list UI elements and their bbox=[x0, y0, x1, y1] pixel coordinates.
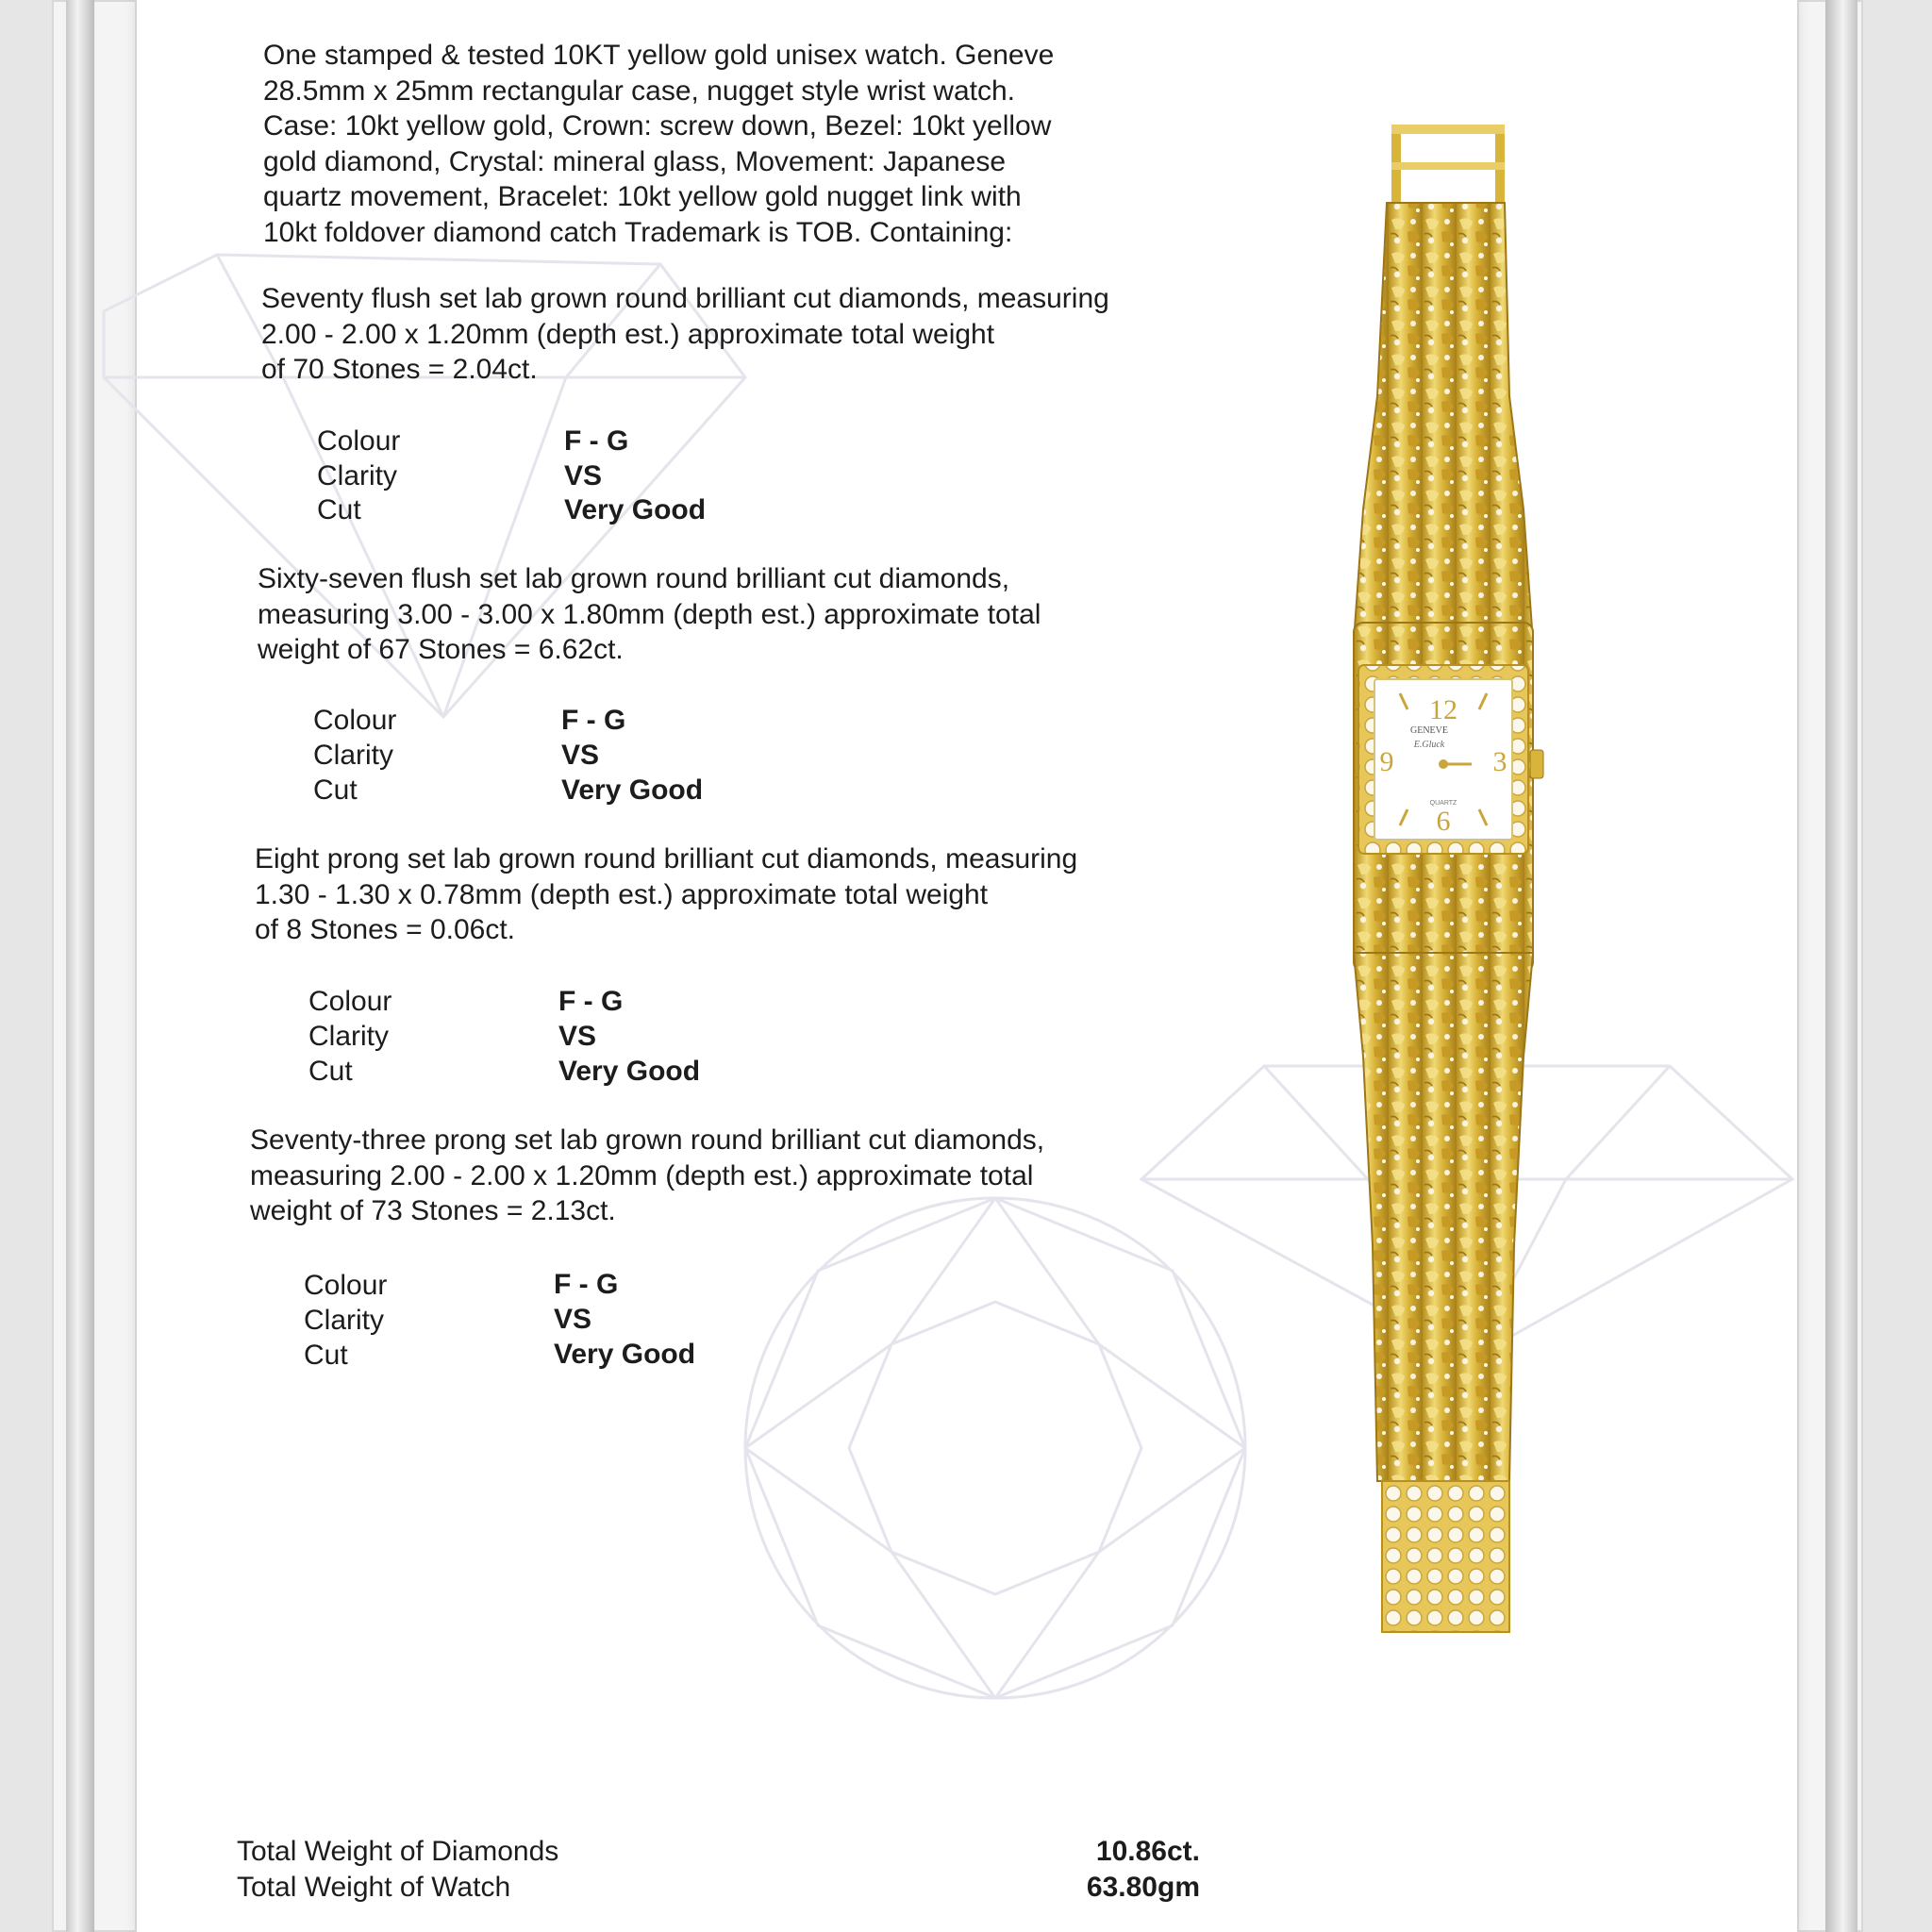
watch-image bbox=[1321, 113, 1566, 1641]
spec-label-cut: Cut bbox=[313, 774, 358, 806]
group-line: weight of 73 Stones = 2.13ct. bbox=[250, 1195, 616, 1226]
dial-signature: E.Gluck bbox=[1413, 740, 1445, 750]
intro-line: quartz movement, Bracelet: 10kt yellow gold nugget link with bbox=[263, 181, 1022, 212]
diamond-group-4-description bbox=[250, 1123, 1044, 1229]
spec-value-colour: F - G bbox=[564, 425, 629, 457]
crown-icon bbox=[1530, 750, 1543, 778]
total-diamonds-label: Total Weight of Diamonds bbox=[237, 1836, 559, 1867]
spec-value-cut: Very Good bbox=[554, 1339, 696, 1370]
dial-numeral-12: 12 bbox=[1429, 694, 1457, 725]
lower-bracelet-icon bbox=[1354, 953, 1533, 1481]
diamond-group-3-description bbox=[255, 841, 1077, 948]
spec-value-cut: Very Good bbox=[564, 494, 707, 525]
group-line: 1.30 - 1.30 x 0.78mm (depth est.) approximate total weight bbox=[255, 878, 989, 910]
dial-brand: GENEVE bbox=[1410, 725, 1448, 736]
total-watch-label: Total Weight of Watch bbox=[237, 1872, 511, 1903]
dial-numeral-3: 3 bbox=[1492, 746, 1507, 777]
group-line: measuring 2.00 - 2.00 x 1.20mm (depth est.) approximate total bbox=[250, 1159, 1034, 1191]
clasp-icon bbox=[1391, 125, 1505, 209]
group-line: Eight prong set lab grown round brilliant cut diamonds, measuring bbox=[255, 843, 1078, 874]
intro-line: One stamped & tested 10KT yellow gold unisex watch. Geneve bbox=[263, 40, 1055, 71]
dial-numeral-9: 9 bbox=[1379, 746, 1394, 777]
spec-label-cut: Cut bbox=[308, 1056, 353, 1087]
intro-line: gold diamond, Crystal: mineral glass, Movement: Japanese bbox=[263, 145, 1007, 177]
intro-paragraph bbox=[263, 38, 1054, 250]
spec-label-colour: Colour bbox=[308, 986, 392, 1017]
spec-value-colour: F - G bbox=[561, 705, 626, 736]
group-line: Seventy flush set lab grown round brilliant cut diamonds, measuring bbox=[261, 283, 1109, 314]
intro-line: 10kt foldover diamond catch Trademark is TOB. Containing: bbox=[263, 216, 1013, 248]
spec-label-colour: Colour bbox=[304, 1270, 388, 1301]
group-line: Seventy-three prong set lab grown round brilliant cut diamonds, bbox=[250, 1124, 1045, 1156]
spec-label-cut: Cut bbox=[304, 1340, 348, 1371]
dial-movement: QUARTZ bbox=[1429, 800, 1457, 807]
spec-value-clarity: VS bbox=[561, 740, 600, 771]
spec-label-colour: Colour bbox=[313, 705, 397, 736]
total-watch-value: 63.80gm bbox=[1086, 1872, 1200, 1903]
intro-line: 28.5mm x 25mm rectangular case, nugget style wrist watch. bbox=[263, 75, 1015, 107]
round-brilliant-outline-icon bbox=[745, 1198, 1245, 1698]
group-line: of 70 Stones = 2.04ct. bbox=[261, 354, 538, 385]
group-line: weight of 67 Stones = 6.62ct. bbox=[258, 634, 624, 665]
group-line: 2.00 - 2.00 x 1.20mm (depth est.) approximate total weight bbox=[261, 318, 995, 350]
spec-value-clarity: VS bbox=[554, 1304, 592, 1335]
spec-label-clarity: Clarity bbox=[313, 740, 394, 771]
diamond-group-1-description bbox=[261, 281, 1109, 388]
spec-value-colour: F - G bbox=[558, 986, 624, 1017]
upper-bracelet-icon bbox=[1354, 203, 1533, 641]
total-diamonds-value: 10.86ct. bbox=[1095, 1836, 1200, 1867]
spec-label-clarity: Clarity bbox=[317, 460, 398, 491]
spec-label-clarity: Clarity bbox=[308, 1021, 390, 1052]
spec-value-clarity: VS bbox=[564, 460, 603, 491]
spec-value-cut: Very Good bbox=[558, 1056, 701, 1087]
pave-catch-icon bbox=[1382, 1481, 1509, 1632]
spec-label-clarity: Clarity bbox=[304, 1305, 385, 1336]
spec-value-colour: F - G bbox=[554, 1269, 619, 1300]
dial-numeral-6: 6 bbox=[1436, 806, 1451, 837]
diamond-group-2-description bbox=[258, 561, 1041, 668]
spec-value-clarity: VS bbox=[558, 1021, 597, 1052]
group-line: of 8 Stones = 0.06ct. bbox=[255, 914, 516, 945]
intro-line: Case: 10kt yellow gold, Crown: screw down, Bezel: 10kt yellow bbox=[263, 110, 1052, 142]
spec-value-cut: Very Good bbox=[561, 774, 704, 806]
group-line: Sixty-seven flush set lab grown round brilliant cut diamonds, bbox=[258, 563, 1010, 594]
spec-label-colour: Colour bbox=[317, 425, 401, 457]
spec-label-cut: Cut bbox=[317, 494, 361, 525]
group-line: measuring 3.00 - 3.00 x 1.80mm (depth est.) approximate total bbox=[258, 598, 1041, 630]
